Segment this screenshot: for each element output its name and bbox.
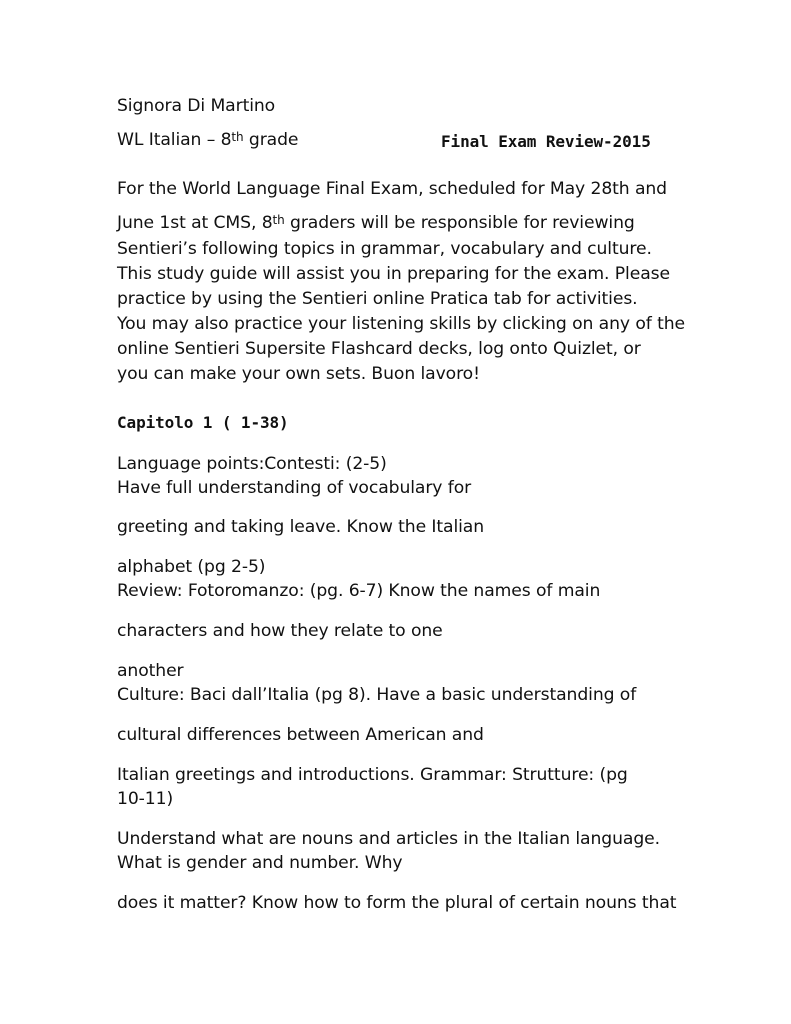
body-line: alphabet (pg 2-5) [117,557,266,577]
intro-line-4: This study guide will assist you in preparing for the exam. Please [117,264,670,284]
course-prefix: WL Italian – 8 [117,130,232,150]
body-line: Culture: Baci dall’Italia (pg 8). Have a basic understanding of [117,685,637,705]
body-line: What is gender and number. Why [117,853,403,873]
body-line: cultural differences between American and [117,725,484,745]
intro-line-2-suffix: graders will be responsible for reviewing [284,213,635,233]
intro-line-2-superscript: th [272,213,285,227]
body-line: characters and how they relate to one [117,621,443,641]
body-line: greeting and taking leave. Know the Italian [117,517,485,537]
course-line [117,128,298,153]
intro-line-2 [117,211,635,236]
intro-line-3: Sentieri’s following topics in grammar, vocabulary and culture. [117,239,652,259]
course-superscript: th [231,130,244,144]
teacher-name: Signora Di Martino [117,96,276,116]
body-line: Italian greetings and introductions. Grammar: Strutture: (pg [117,765,628,785]
exam-title: Final Exam Review-2015 [441,132,651,151]
intro-line-8: you can make your own sets. Buon lavoro! [117,364,480,384]
body-line: 10-11) [117,789,174,809]
body-line: does it matter? Know how to form the plural of certain nouns that [117,893,677,913]
intro-line-5: practice by using the Sentieri online Pratica tab for activities. [117,289,638,309]
body-line: Understand what are nouns and articles in the Italian language. [117,829,660,849]
body-line: Review: Fotoromanzo: (pg. 6-7) Know the names of main [117,581,601,601]
course-suffix: grade [243,130,299,150]
intro-line-6: You may also practice your listening skills by clicking on any of the [117,314,685,334]
chapter-heading: Capitolo 1 ( 1-38) [117,413,289,432]
intro-line-2-prefix: June 1st at CMS, 8 [117,213,273,233]
intro-line-7: online Sentieri Supersite Flashcard decks, log onto Quizlet, or [117,339,641,359]
body-line: Have full understanding of vocabulary for [117,478,472,498]
body-line: Language points:Contesti: (2-5) [117,454,387,474]
intro-line-1: For the World Language Final Exam, scheduled for May 28th and [117,179,667,199]
body-line: another [117,661,184,681]
